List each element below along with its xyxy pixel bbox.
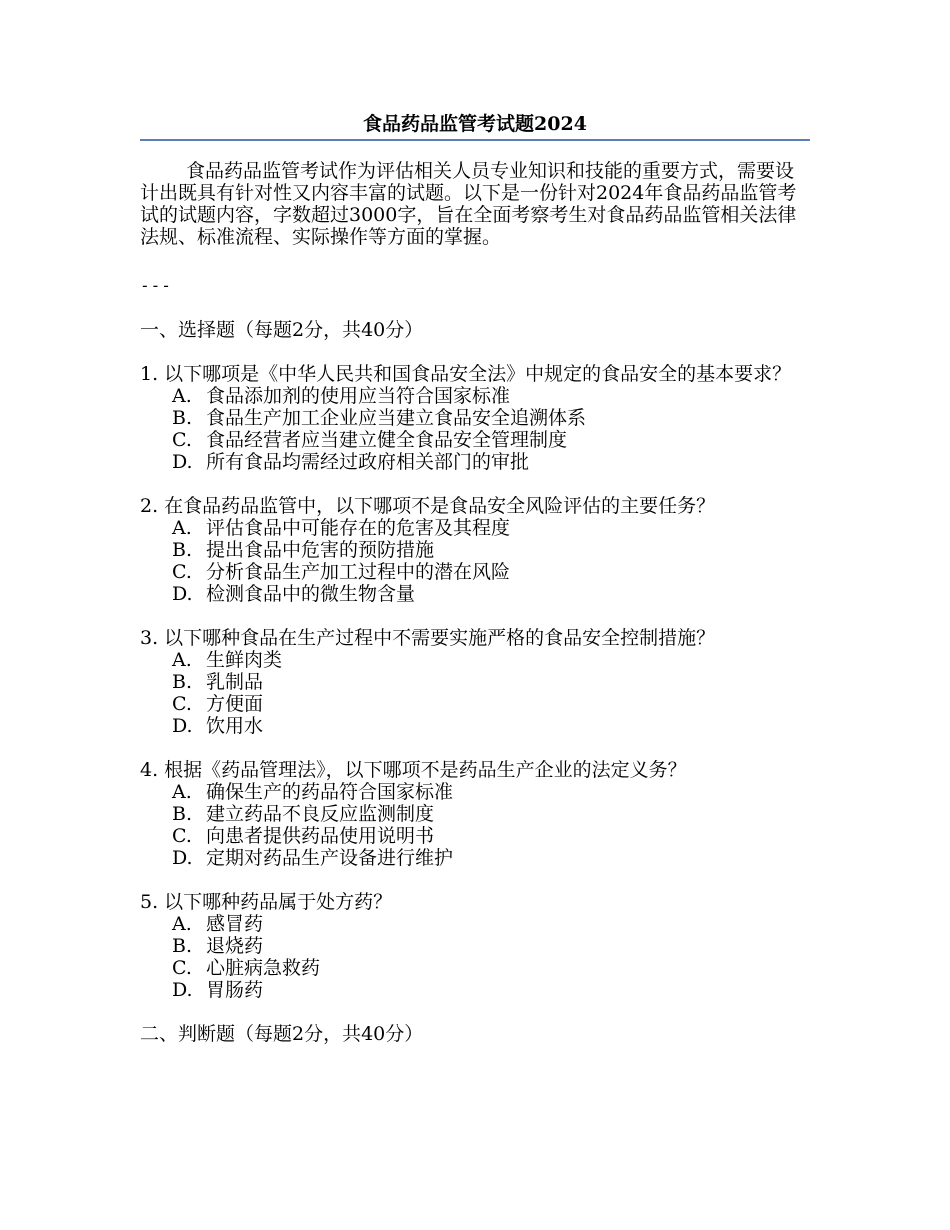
option-text: 提出食品中危害的预防措施: [206, 539, 435, 561]
option-text: 所有食品均需经过政府相关部门的审批: [206, 451, 530, 473]
question-list: [140, 363, 810, 1001]
answer-option: [140, 539, 810, 561]
option-letter: A.: [172, 781, 192, 803]
answer-option: [140, 517, 810, 539]
option-text: 食品添加剂的使用应当符合国家标准: [206, 385, 511, 407]
option-letter: B.: [172, 539, 193, 561]
option-letter: A.: [172, 385, 192, 407]
answer-option: [140, 583, 810, 605]
option-text: 建立药品不良反应监测制度: [206, 803, 435, 825]
answer-option: [140, 561, 810, 583]
option-list: [140, 385, 810, 473]
question-item: [140, 891, 810, 1001]
answer-option: [140, 913, 810, 935]
separator-line: ---: [140, 276, 172, 295]
option-letter: D.: [172, 979, 193, 1001]
option-letter: C.: [172, 429, 192, 451]
option-letter: C.: [172, 825, 192, 847]
option-text: 分析食品生产加工过程中的潜在风险: [206, 561, 511, 583]
option-letter: B.: [172, 671, 193, 693]
option-letter: C.: [172, 561, 192, 583]
question-text: 2. 在食品药品监管中，以下哪项不是食品安全风险评估的主要任务？: [140, 495, 716, 517]
answer-option: [140, 847, 810, 869]
option-text: 评估食品中可能存在的危害及其程度: [206, 517, 511, 539]
answer-option: [140, 407, 810, 429]
answer-option: [140, 671, 810, 693]
option-text: 胃肠药: [206, 979, 264, 1001]
document-body: [140, 160, 810, 1045]
option-letter: C.: [172, 957, 192, 979]
question-item: [140, 759, 810, 869]
answer-option: [140, 715, 810, 737]
option-text: 心脏病急救药: [206, 957, 321, 979]
question-text: 1. 以下哪项是《中华人民共和国食品安全法》中规定的食品安全的基本要求？: [140, 363, 792, 385]
option-text: 生鲜肉类: [206, 649, 283, 671]
option-text: 食品经营者应当建立健全食品安全管理制度: [206, 429, 568, 451]
answer-option: [140, 803, 810, 825]
answer-option: [140, 429, 810, 451]
question-item: [140, 495, 810, 605]
option-list: [140, 781, 810, 869]
answer-option: [140, 693, 810, 715]
answer-option: [140, 451, 810, 473]
option-text: 退烧药: [206, 935, 264, 957]
question-text: 3. 以下哪种食品在生产过程中不需要实施严格的食品安全控制措施？: [140, 627, 716, 649]
intro-paragraph: 食品药品监管考试作为评估相关人员专业知识和技能的重要方式，需要设计出既具有针对性又内容丰富的试题。以下是一份针对2024年食品药品监管考试的试题内容，字数超过3000字，旨在全面考察考生对食品药品监管相关法律法规、标准流程、实际操作等方面的掌握。: [140, 160, 797, 248]
option-text: 乳制品: [206, 671, 264, 693]
question-item: [140, 363, 810, 473]
option-letter: C.: [172, 693, 192, 715]
option-text: 检测食品中的微生物含量: [206, 583, 416, 605]
option-letter: B.: [172, 407, 193, 429]
question-text: 5. 以下哪种药品属于处方药？: [140, 891, 393, 913]
section-heading-true-false: 二、判断题（每题2分，共40分）: [140, 1023, 424, 1045]
document-title: 食品药品监管考试题2024: [363, 113, 587, 135]
option-letter: B.: [172, 803, 193, 825]
option-letter: D.: [172, 847, 193, 869]
option-letter: A.: [172, 913, 192, 935]
title-divider: [140, 139, 810, 141]
answer-option: [140, 825, 810, 847]
option-text: 饮用水: [206, 715, 264, 737]
option-text: 向患者提供药品使用说明书: [206, 825, 435, 847]
answer-option: [140, 935, 810, 957]
question-item: [140, 627, 810, 737]
option-letter: A.: [172, 517, 192, 539]
option-text: 方便面: [206, 693, 264, 715]
option-text: 确保生产的药品符合国家标准: [206, 781, 454, 803]
option-letter: D.: [172, 715, 193, 737]
answer-option: [140, 957, 810, 979]
option-list: [140, 649, 810, 737]
option-text: 定期对药品生产设备进行维护: [206, 847, 454, 869]
section-heading-multiple-choice: 一、选择题（每题2分，共40分）: [140, 319, 424, 341]
option-letter: A.: [172, 649, 192, 671]
option-text: 感冒药: [206, 913, 264, 935]
answer-option: [140, 979, 810, 1001]
option-list: [140, 913, 810, 1001]
option-letter: D.: [172, 451, 193, 473]
answer-option: [140, 385, 810, 407]
answer-option: [140, 781, 810, 803]
option-letter: D.: [172, 583, 193, 605]
option-text: 食品生产加工企业应当建立食品安全追溯体系: [206, 407, 587, 429]
question-text: 4. 根据《药品管理法》，以下哪项不是药品生产企业的法定义务？: [140, 759, 687, 781]
answer-option: [140, 649, 810, 671]
option-letter: B.: [172, 935, 193, 957]
option-list: [140, 517, 810, 605]
